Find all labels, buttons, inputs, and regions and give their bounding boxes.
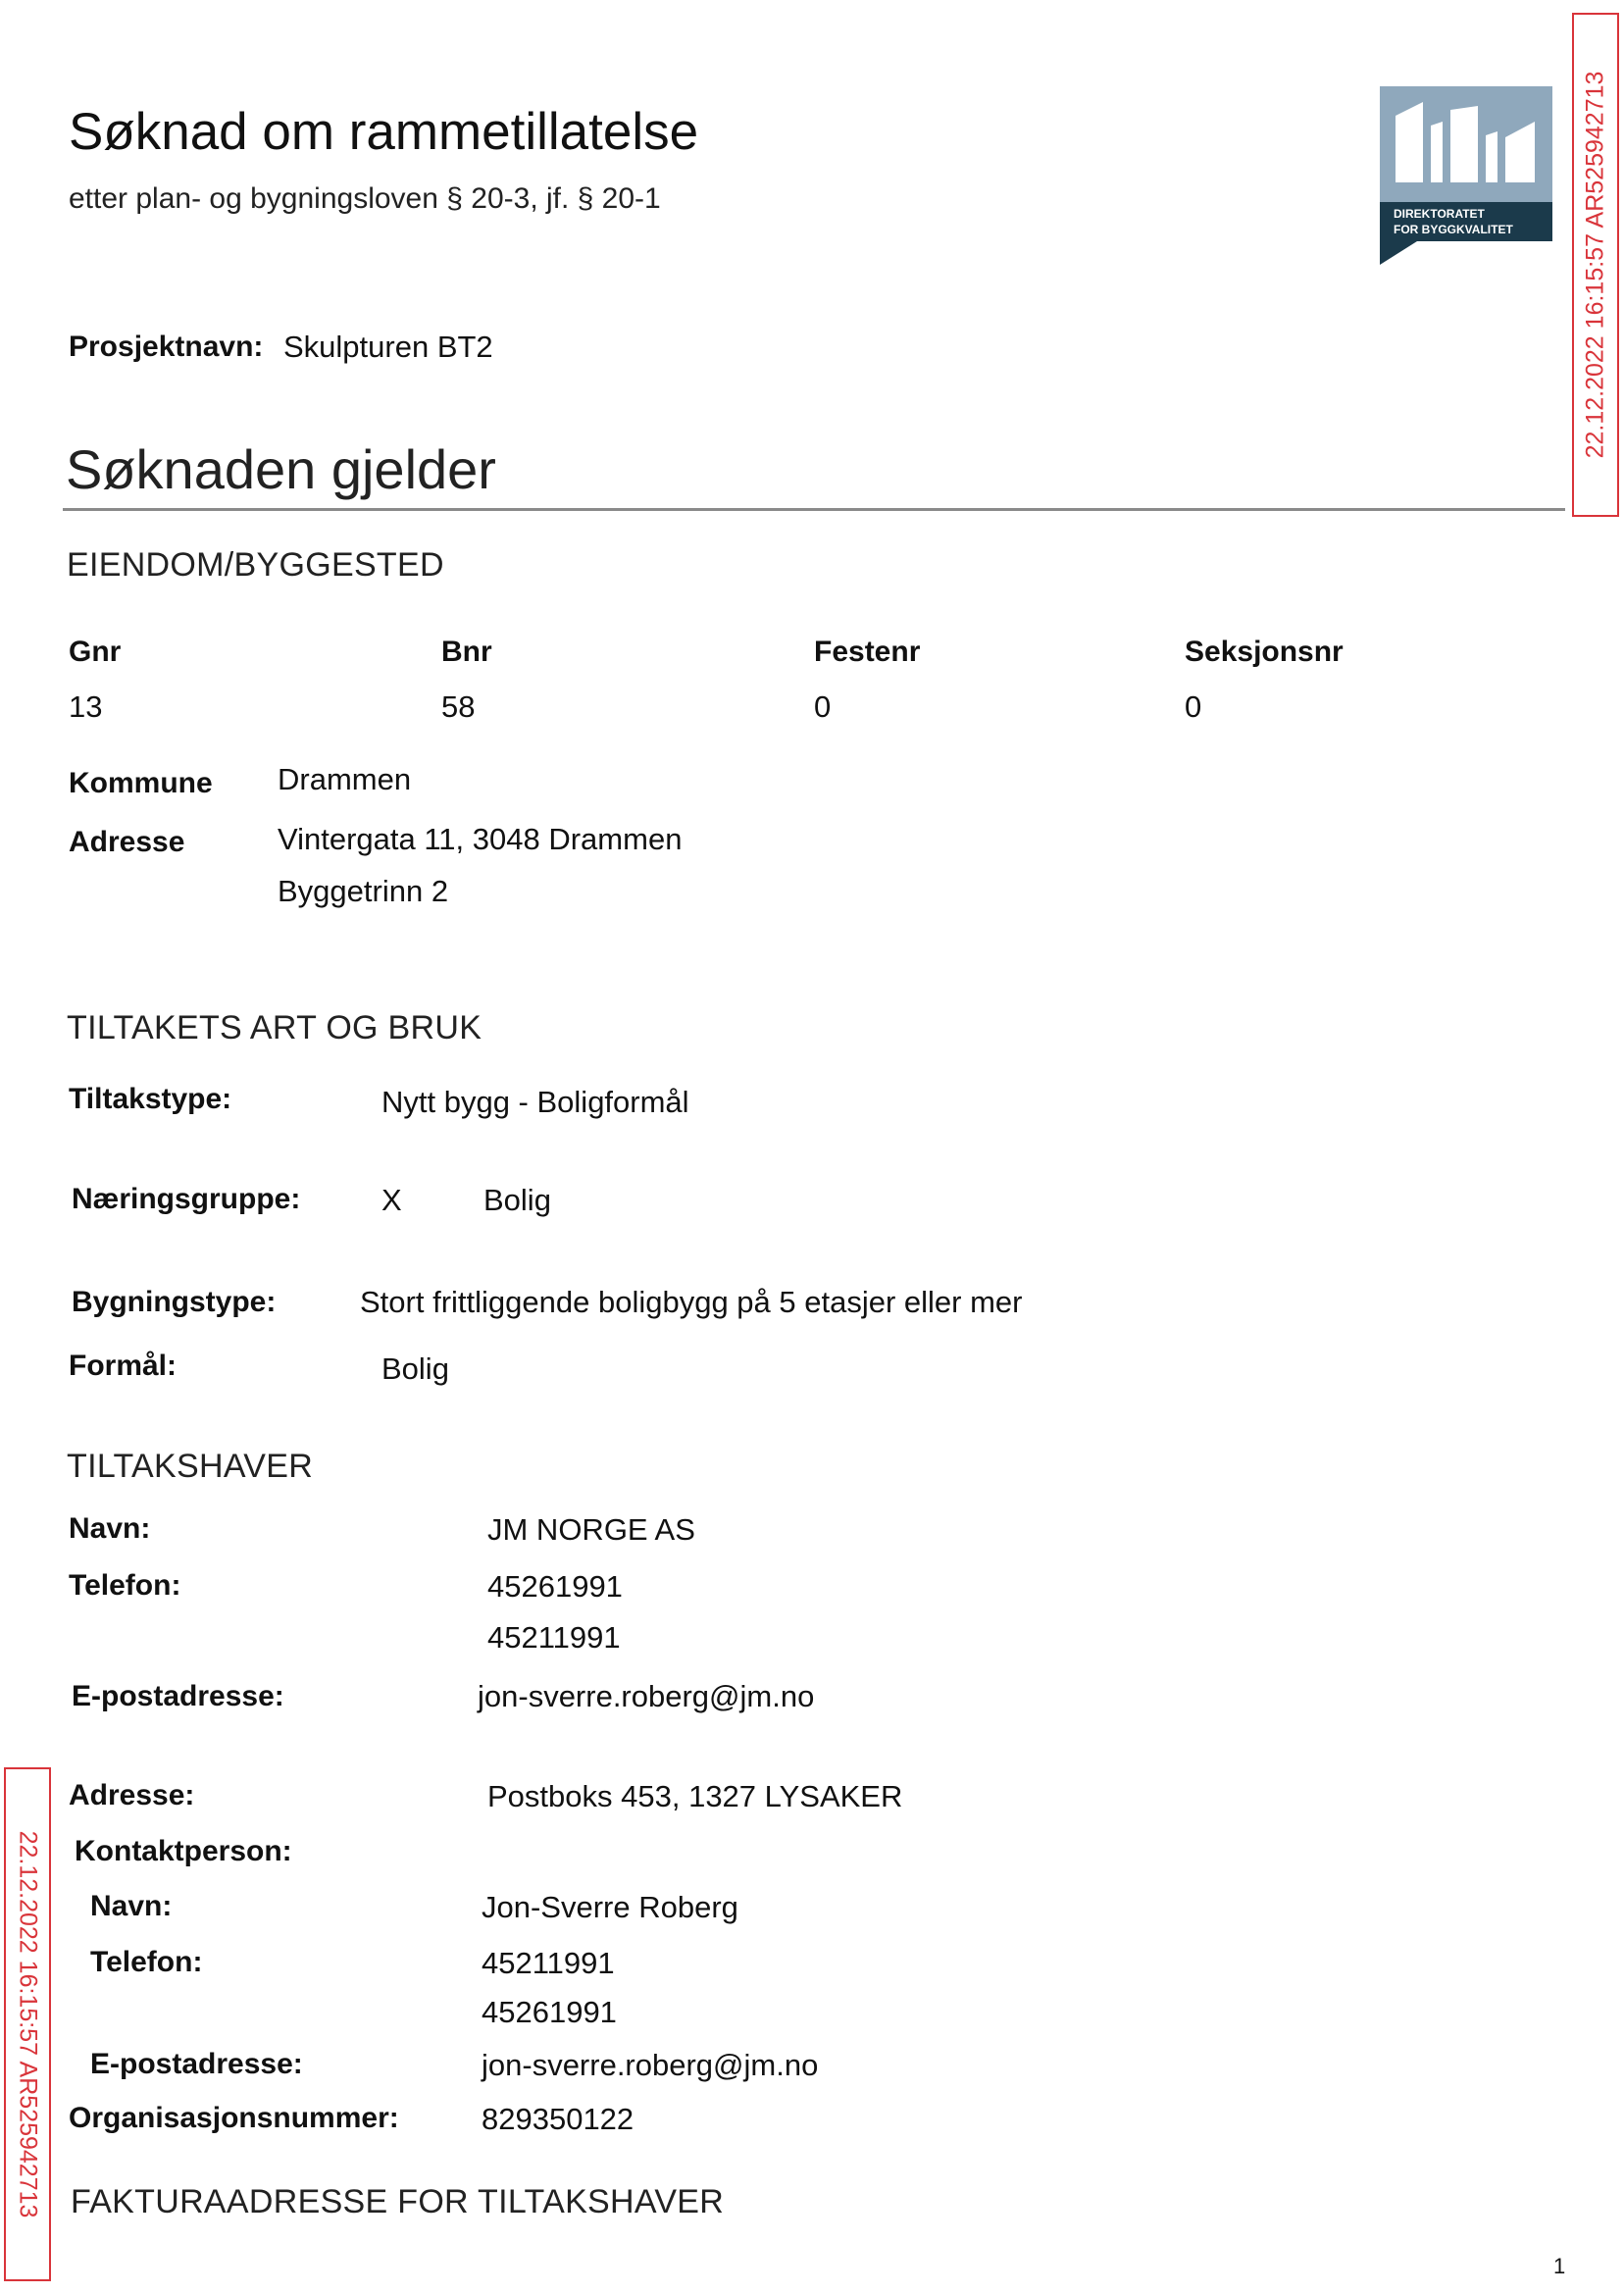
- festenr-value: 0: [814, 689, 832, 724]
- kommune-value: Drammen: [278, 762, 412, 796]
- festenr-label: Festenr: [814, 636, 921, 668]
- section-divider: [63, 508, 1565, 511]
- naeringsgruppe-label: Næringsgruppe:: [72, 1183, 301, 1215]
- kontakt-telefon-label: Telefon:: [90, 1946, 203, 1978]
- bygningstype-label: Bygningstype:: [72, 1286, 277, 1318]
- stamp-text: 22.12.2022 16:15:57 AR525942713: [14, 1830, 42, 2218]
- tiltakshaver-epost-value: jon-sverre.roberg@jm.no: [478, 1679, 815, 1713]
- formal-label: Formål:: [69, 1350, 178, 1382]
- naeringsgruppe-value: Bolig: [483, 1183, 551, 1217]
- tiltakstype-label: Tiltakstype:: [69, 1083, 232, 1115]
- bnr-value: 58: [441, 689, 476, 724]
- section-heading-faktura: FAKTURAADRESSE FOR TILTAKSHAVER: [71, 2183, 725, 2220]
- logo-text-line1: DIREKTORATET: [1394, 207, 1485, 221]
- kontakt-navn-value: Jon-Sverre Roberg: [482, 1890, 738, 1924]
- kontakt-navn-label: Navn:: [90, 1890, 173, 1922]
- section-heading-tiltak: TILTAKETS ART OG BRUK: [67, 1009, 482, 1046]
- orgnr-label: Organisasjonsnummer:: [69, 2102, 399, 2134]
- project-name-value: Skulpturen BT2: [283, 330, 493, 364]
- bygningstype-value: Stort frittliggende boligbygg på 5 etasjer eller mer: [360, 1285, 1023, 1319]
- seksjonsnr-label: Seksjonsnr: [1185, 636, 1344, 668]
- kontakt-telefon-1: 45211991: [482, 1946, 615, 1980]
- project-name-label: Prosjektnavn:: [69, 331, 264, 363]
- section-heading-tiltakshaver: TILTAKSHAVER: [67, 1448, 314, 1485]
- dibk-logo: [1380, 86, 1552, 275]
- orgnr-value: 829350122: [482, 2102, 634, 2136]
- kontaktperson-label: Kontaktperson:: [75, 1835, 292, 1867]
- kommune-label: Kommune: [69, 767, 213, 799]
- seksjonsnr-value: 0: [1185, 689, 1202, 724]
- page-number: 1: [1553, 2254, 1566, 2278]
- adresse-line2: Byggetrinn 2: [278, 874, 449, 908]
- tiltakshaver-adresse-label: Adresse:: [69, 1779, 195, 1811]
- logo-graphic: [1380, 86, 1552, 202]
- tiltakshaver-telefon-label: Telefon:: [69, 1569, 181, 1602]
- gnr-value: 13: [69, 689, 103, 724]
- section-heading-soknaden: Søknaden gjelder: [66, 438, 496, 500]
- page-subtitle: etter plan- og bygningsloven § 20-3, jf. § 20-1: [69, 182, 661, 215]
- adresse-label: Adresse: [69, 826, 185, 858]
- kontakt-epost-label: E-postadresse:: [90, 2048, 303, 2080]
- stamp-text: 22.12.2022 16:15:57 AR525942713: [1581, 71, 1609, 459]
- tiltakshaver-adresse-value: Postboks 453, 1327 LYSAKER: [487, 1779, 903, 1813]
- timestamp-stamp-top: [1572, 13, 1619, 517]
- tiltakshaver-navn-value: JM NORGE AS: [487, 1512, 695, 1547]
- building-icon: [1380, 86, 1552, 202]
- tiltakshaver-epost-label: E-postadresse:: [72, 1680, 284, 1712]
- formal-value: Bolig: [381, 1351, 449, 1386]
- kontakt-telefon-2: 45261991: [482, 1995, 617, 2029]
- page-title: Søknad om rammetillatelse: [69, 103, 699, 161]
- kontakt-epost-value: jon-sverre.roberg@jm.no: [482, 2048, 819, 2082]
- tiltakstype-value: Nytt bygg - Boligformål: [381, 1085, 689, 1119]
- gnr-label: Gnr: [69, 636, 122, 668]
- adresse-line1: Vintergata 11, 3048 Drammen: [278, 822, 683, 856]
- timestamp-stamp-bottom: [4, 1767, 51, 2281]
- tiltakshaver-telefon-2: 45211991: [487, 1620, 621, 1655]
- tiltakshaver-telefon-1: 45261991: [487, 1569, 623, 1604]
- bnr-label: Bnr: [441, 636, 492, 668]
- section-heading-eiendom: EIENDOM/BYGGESTED: [67, 546, 444, 584]
- tiltakshaver-navn-label: Navn:: [69, 1512, 151, 1545]
- naeringsgruppe-code: X: [381, 1183, 402, 1217]
- logo-text-line2: FOR BYGGKVALITET: [1394, 223, 1513, 236]
